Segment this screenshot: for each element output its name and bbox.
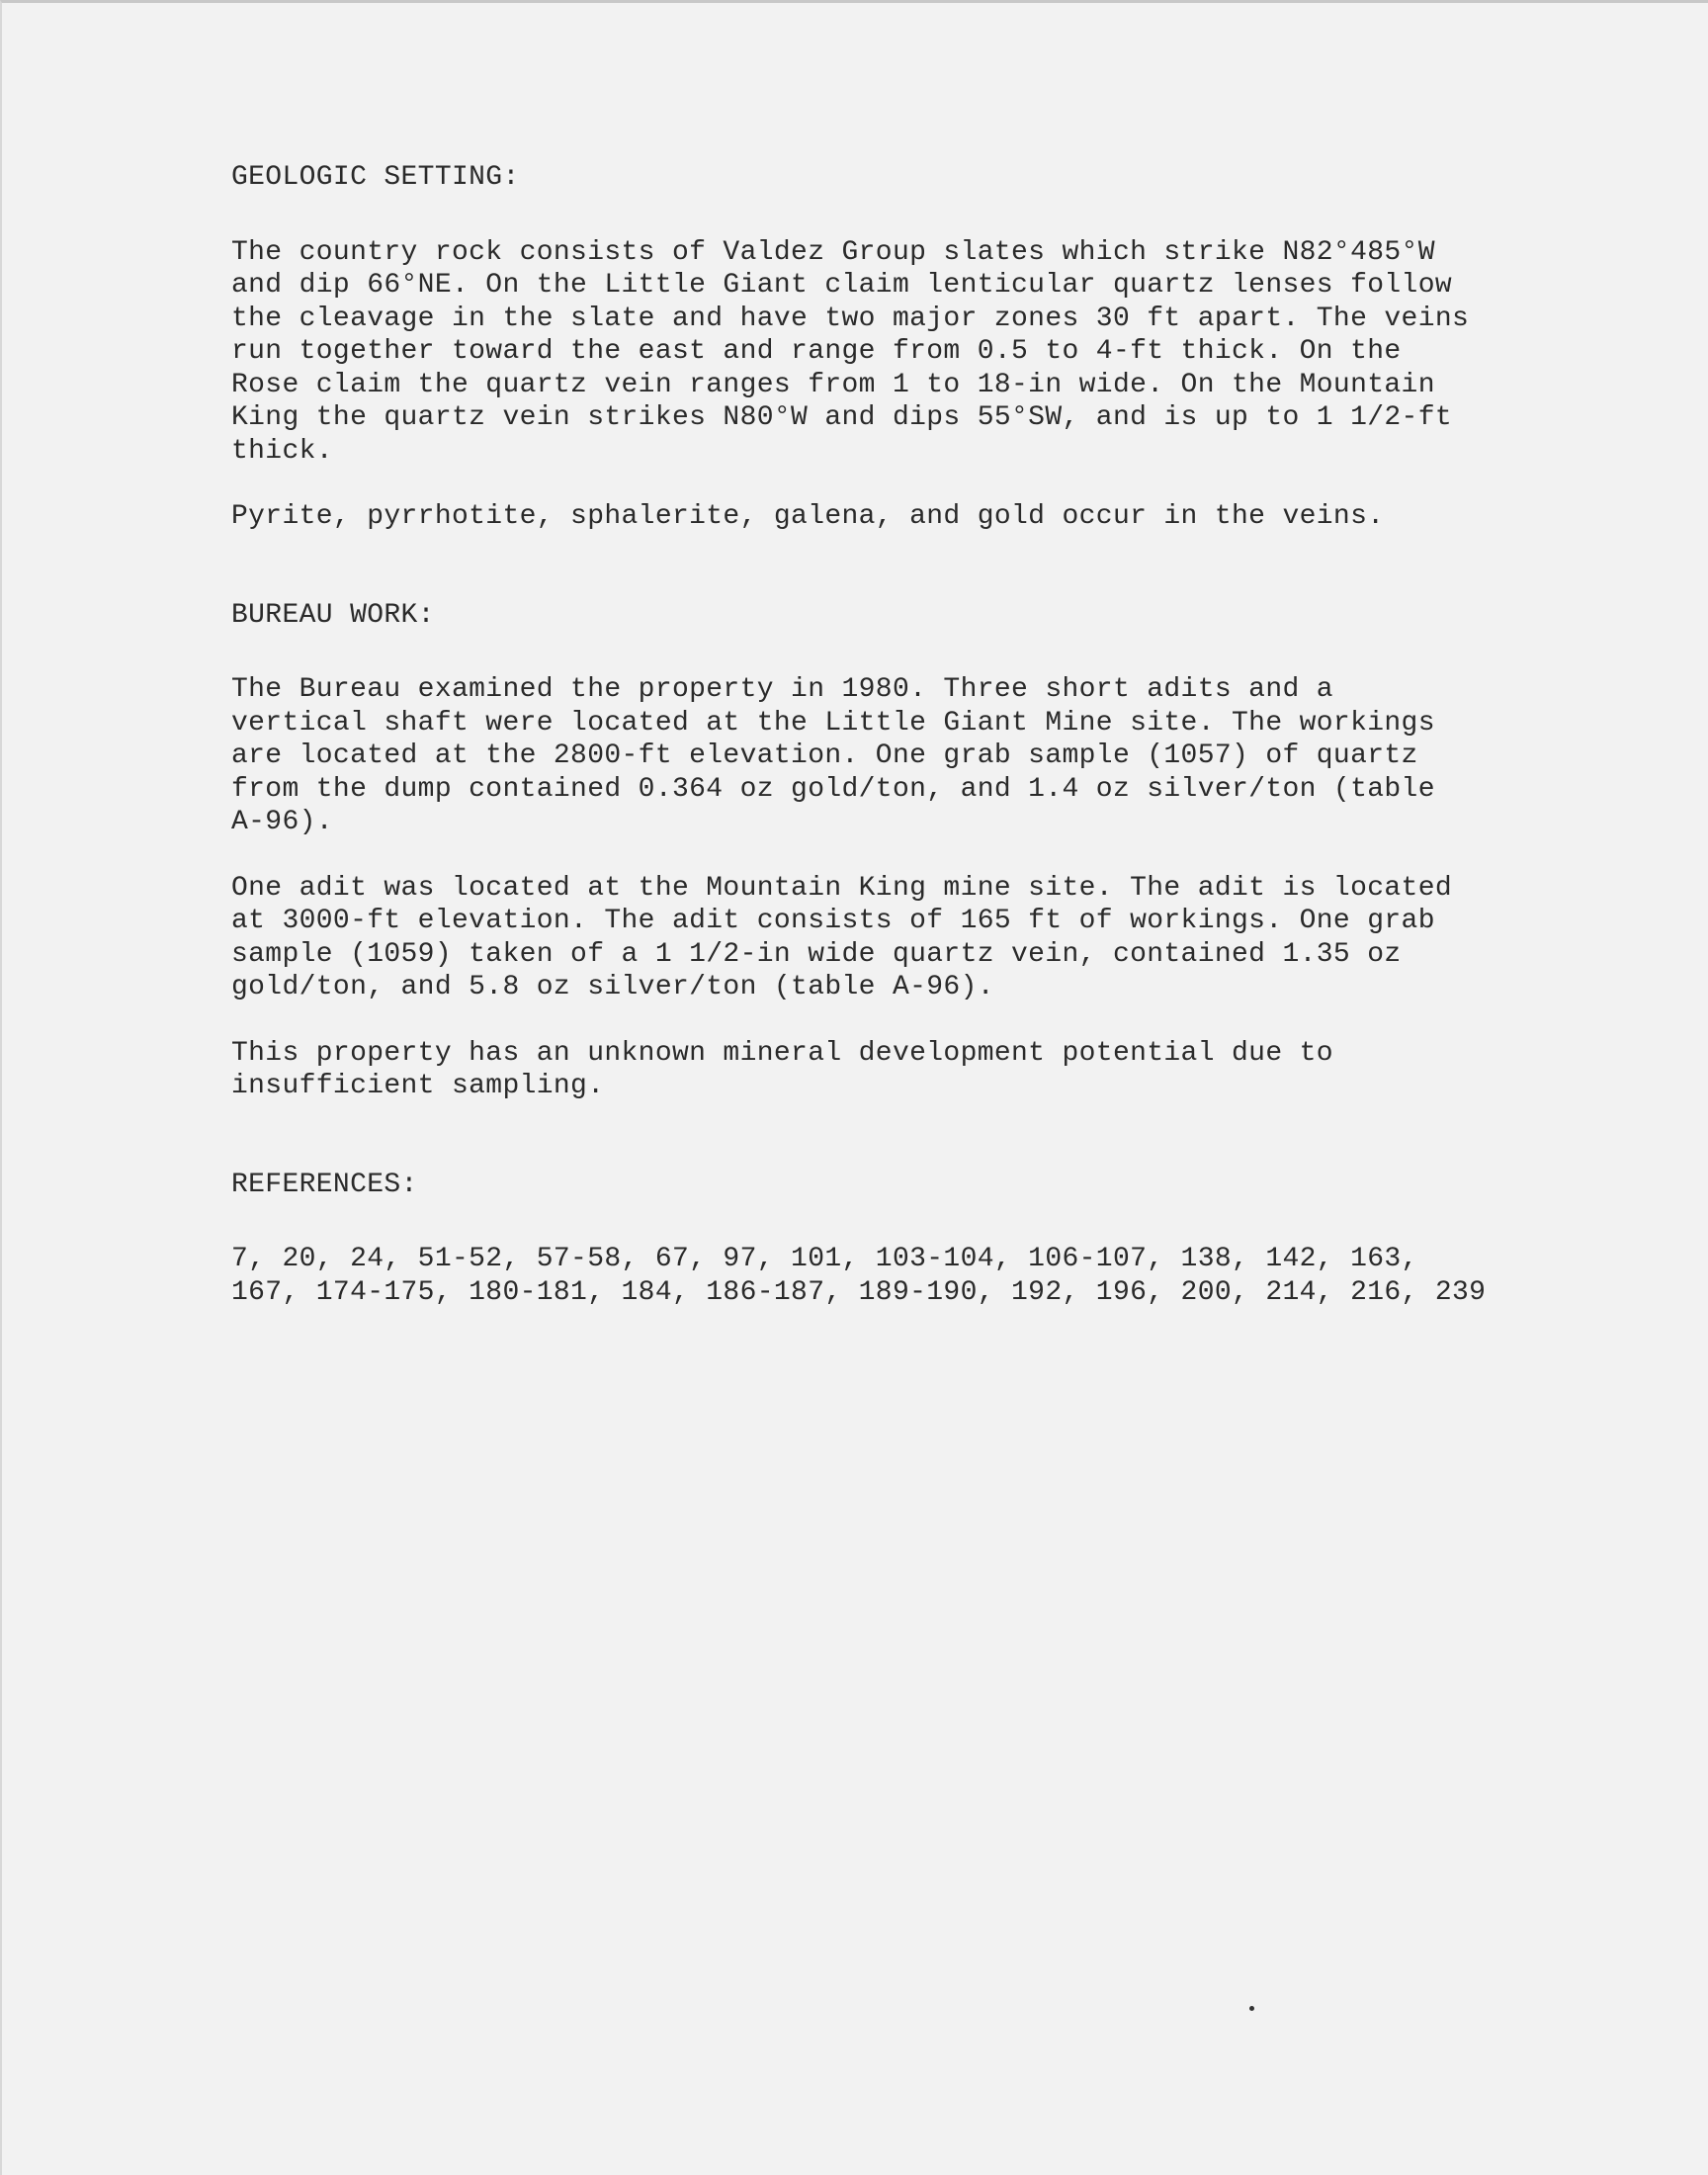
stray-mark xyxy=(1249,2006,1254,2011)
geologic-setting-paragraph-1: The country rock consists of Valdez Group slates which strike N82°485°W and dip 66°NE. On the Little Giant claim lenticular quartz lenses follow the cleavage in the slate and have two major zones 30 ft apart. The veins run together toward the east and range from 0.5 to 4-ft thick. On the Rose claim the quartz vein ranges from 1 to 18-in wide. On the Mountain King the quartz vein strikes N80°W and dips 55°SW, and is up to 1 1/2-ft thick. xyxy=(231,236,1470,467)
bureau-work-paragraph-3: This property has an unknown mineral development potential due to insufficient sampling. xyxy=(231,1037,1333,1101)
bureau-work-heading: BUREAU WORK: xyxy=(231,599,435,631)
bureau-work-paragraph-2: One adit was located at the Mountain King mine site. The adit is located at 3000-ft elevation. The adit consists of 165 ft of workings. One grab sample (1059) taken of a 1 1/2-in wide quartz vein, contained 1.35 oz gold/ton, and 5.8 oz silver/ton (table A-96). xyxy=(231,872,1452,1002)
geologic-setting-paragraph-2: Pyrite, pyrrhotite, sphalerite, galena, and gold occur in the veins. xyxy=(231,501,1385,532)
references-list: 7, 20, 24, 51-52, 57-58, 67, 97, 101, 103-104, 106-107, 138, 142, 163, 167, 174-175, 180-181, 184, 186-187, 189-190, 192, 196, 200, 214, 216, 239 xyxy=(231,1244,1487,1308)
document-body xyxy=(231,161,1516,1309)
bureau-work-paragraph-1: The Bureau examined the property in 1980. Three short adits and a vertical shaft were located at the Little Giant Mine site. The workings are located at the 2800-ft elevation. One grab sample (1057) of quartz from the dump contained 0.364 oz gold/ton, and 1.4 oz silver/ton (table A-96). xyxy=(231,674,1435,837)
geologic-setting-heading: GEOLOGIC SETTING: xyxy=(231,162,520,193)
references-heading: REFERENCES: xyxy=(231,1169,418,1200)
